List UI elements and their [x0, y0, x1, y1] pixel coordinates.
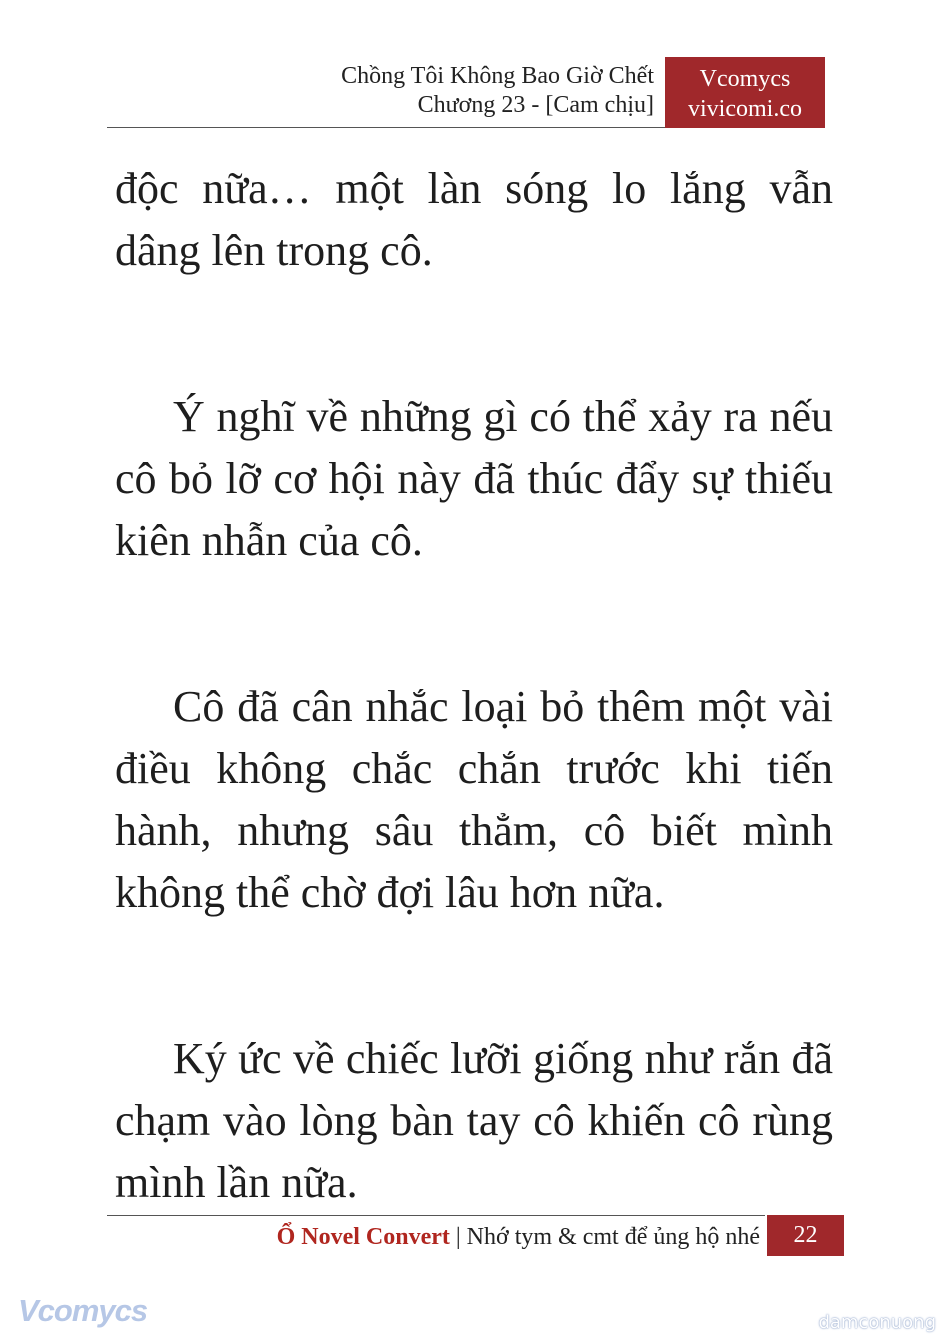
paragraph-gap [115, 282, 833, 386]
paragraph-4: Ký ức về chiếc lưỡi giống như rắn đã chạm vào lòng bàn tay cô khiến cô rùng mình lần nữa. [115, 1034, 833, 1207]
site-badge-name: Vcomycs [699, 66, 791, 92]
paragraph-gap [115, 572, 833, 676]
paragraph-1: độc nữa… một làn sóng lo lắng vẫn dâng lên trong cô. [115, 164, 833, 275]
page-number: 22 [767, 1215, 844, 1256]
site-badge-url: vivicomi.co [688, 96, 802, 122]
paragraph-gap [115, 924, 833, 1028]
footer-message: Nhớ tym & cmt để ủng hộ nhé [466, 1224, 760, 1250]
header-divider [107, 127, 665, 128]
chapter-title: Chương 23 - [Cam chịu] [417, 92, 654, 118]
page-header [341, 62, 654, 120]
paragraph-2: Ý nghĩ về những gì có thể xảy ra nếu cô bỏ lỡ cơ hội này đã thúc đẩy sự thiếu kiên nhẫn của cô. [115, 392, 833, 565]
footer-brand: Ổ Novel Convert [276, 1224, 450, 1250]
watermark-text: damconuong [818, 1312, 936, 1333]
paragraph-3: Cô đã cân nhắc loại bỏ thêm một vài điều không chắc chắn trước khi tiến hành, nhưng sâu thẳm, cô biết mình không thể chờ đợi lâu hơn nữa. [115, 682, 833, 917]
footer-divider [107, 1215, 765, 1216]
site-badge [665, 57, 825, 128]
page-body [115, 158, 833, 1214]
page-footer [277, 1222, 760, 1252]
watermark-logo: Vcomycs [18, 1293, 148, 1328]
book-title: Chồng Tôi Không Bao Giờ Chết [341, 63, 654, 89]
footer-separator: | [449, 1224, 467, 1250]
